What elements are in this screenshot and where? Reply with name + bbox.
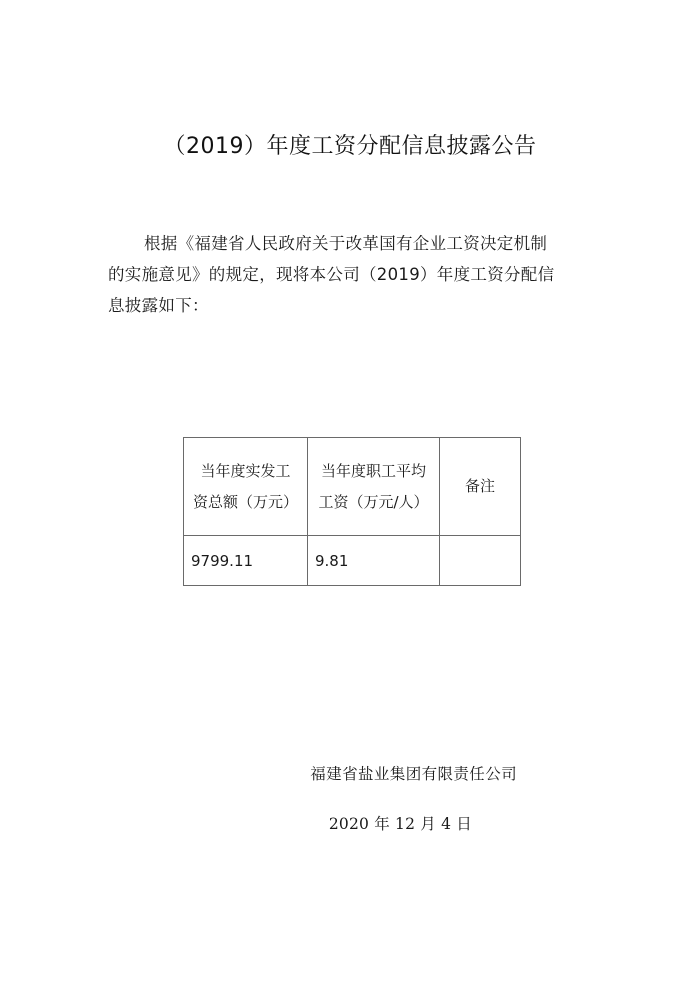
- header-total-wages: [184, 438, 308, 536]
- header-average-wage: [308, 438, 440, 536]
- issue-date: 2020 年 12 月 4 日: [328, 815, 472, 833]
- company-name: 福建省盐业集团有限责任公司: [310, 765, 517, 783]
- disclosure-paragraph: [108, 228, 606, 321]
- header-remarks-label: 备注: [464, 477, 495, 495]
- header-average-wage-line-1: 当年度职工平均: [320, 461, 426, 480]
- document-title: （2019）年度工资分配信息披露公告: [163, 134, 537, 159]
- header-total-wages-line-2: 资总额（万元）: [192, 492, 298, 511]
- header-average-wage-line-2: 工资（万元/人）: [318, 492, 429, 511]
- header-total-wages-line-1: 当年度实发工: [200, 461, 291, 480]
- table-row: [184, 536, 521, 586]
- cell-remarks: [440, 536, 521, 586]
- paragraph-line-1: 根据《福建省人民政府关于改革国有企业工资决定机制: [144, 234, 548, 253]
- cell-average-wage: 9.81: [308, 536, 440, 586]
- header-remarks: [440, 438, 521, 536]
- cell-total-wages: 9799.11: [184, 536, 308, 586]
- paragraph-line-3: 息披露如下：: [108, 296, 209, 315]
- salary-disclosure-table: [183, 437, 521, 586]
- paragraph-line-2: 的实施意见》的规定，现将本公司（2019）年度工资分配信: [108, 265, 555, 284]
- table-header-row: [184, 438, 521, 536]
